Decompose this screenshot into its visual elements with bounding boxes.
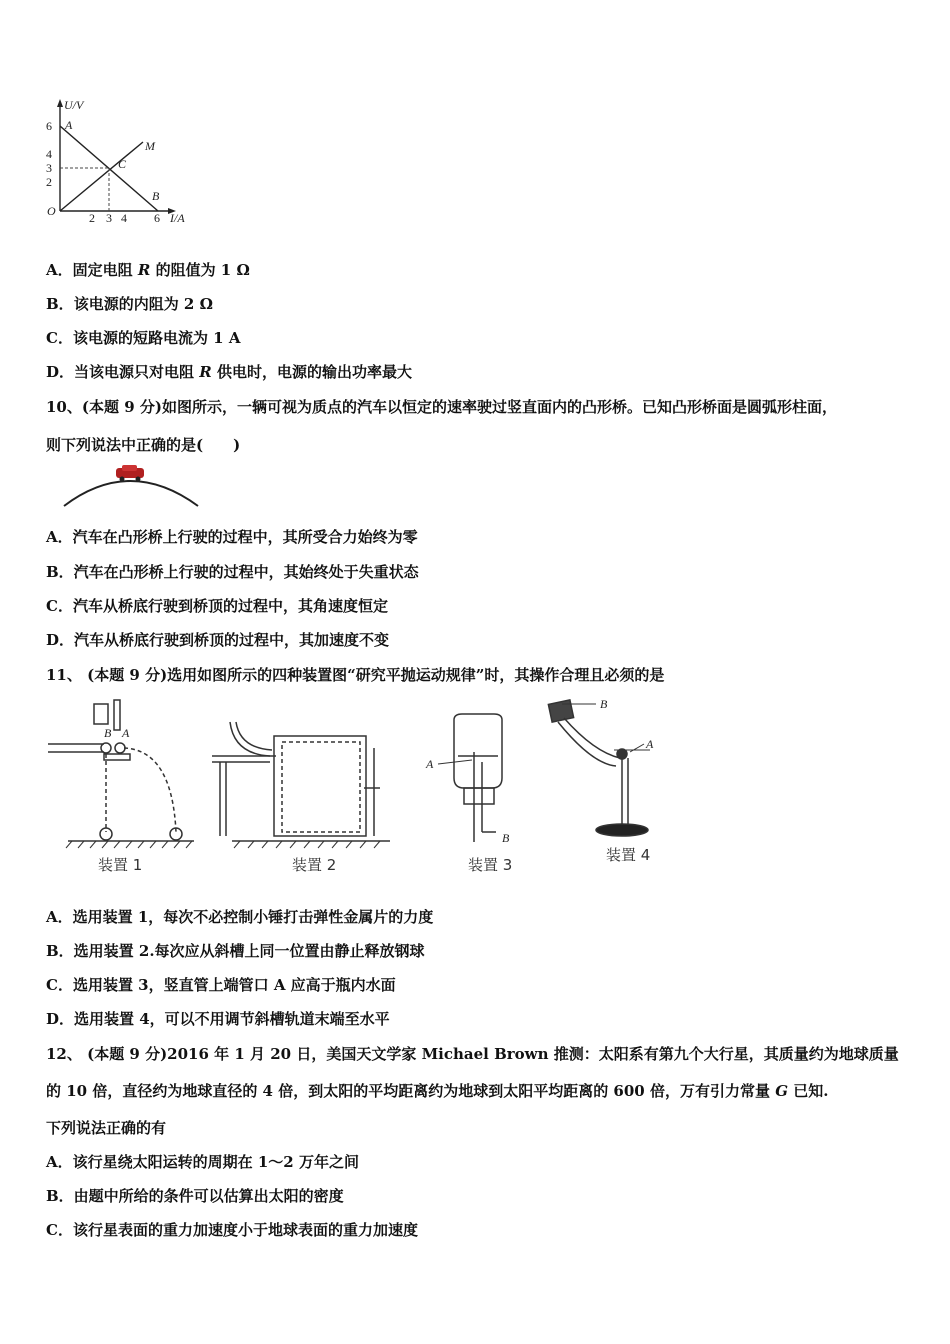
- q12-option-a: A．该行星绕太阳运转的周期在 1～2 万年之间: [46, 1153, 359, 1171]
- line-m-label: M: [145, 139, 155, 153]
- q10-stem-line2: 则下列说法中正确的是( ): [46, 436, 241, 454]
- q10-stem-line1: 10、(本题 9 分)如图所示，一辆可视为质点的汽车以恒定的速率驶过竖直面内的凸形桥。已知凸形桥面是圆弧形柱面，: [46, 398, 837, 416]
- q12-stem-line2: 的 10 倍，直径约为地球直径的 4 倍，到太阳的平均距离约为地球到太阳平均距离的 600 倍，万有引力常量 G 已知.: [46, 1082, 829, 1100]
- point-c-label: C: [118, 157, 127, 171]
- y-tick: 3: [46, 161, 52, 175]
- x-tick: 4: [121, 211, 127, 225]
- bridge-figure: [58, 462, 203, 510]
- q9-option-c: C．该电源的短路电流为 1 A: [46, 329, 241, 347]
- device-3: [438, 714, 502, 842]
- y-tick: 4: [46, 147, 52, 161]
- device-1-label-a: A: [122, 726, 130, 740]
- q12-stem-line3: 下列说法正确的有: [46, 1119, 167, 1137]
- y-axis-label: U/V: [64, 98, 84, 112]
- q11-stem: 11、 (本题 9 分)选用如图所示的四种装置图“研究平抛运动规律”时，其操作合理且必须的是: [46, 666, 665, 684]
- q9-option-b: B．该电源的内阻为 2 Ω: [46, 295, 213, 313]
- line-om: [60, 142, 143, 211]
- q9-option-d: D．当该电源只对电阻 R 供电时，电源的输出功率最大: [46, 363, 412, 381]
- q11-option-d: D．选用装置 4，可以不用调节斜槽轨道末端至水平: [46, 1010, 390, 1028]
- ui-graph: [40, 95, 200, 230]
- x-axis-label: I/A: [170, 211, 185, 225]
- x-tick: 2: [89, 211, 95, 225]
- x-tick: 6: [154, 211, 160, 225]
- y-tick: 2: [46, 175, 52, 189]
- q12-option-b: B．由题中所给的条件可以估算出太阳的密度: [46, 1187, 344, 1205]
- x-tick: 3: [106, 211, 112, 225]
- bridge-arc: [64, 481, 198, 506]
- caption-device-1: 装置 1: [98, 856, 143, 874]
- device-4-label-a: A: [646, 737, 654, 751]
- device-1-label-b: B: [104, 726, 112, 740]
- car-icon: [116, 465, 144, 482]
- caption-device-3: 装置 3: [468, 856, 513, 874]
- q10-option-c: C．汽车从桥底行驶到桥顶的过程中，其角速度恒定: [46, 597, 388, 615]
- apparatus-figure: [44, 692, 684, 884]
- point-a-label: A: [65, 118, 73, 132]
- q12-stem-line1: 12、 (本题 9 分)2016 年 1 月 20 日，美国天文学家 Michael Brown 推测：太阳系有第九个大行星，其质量约为地球质量: [46, 1045, 899, 1063]
- point-b-label: B: [152, 189, 160, 203]
- device-4: [548, 700, 650, 836]
- q9-option-a: A．固定电阻 R 的阻值为 1 Ω: [46, 261, 250, 279]
- origin-label: O: [47, 204, 56, 218]
- q11-option-a: A．选用装置 1，每次不必控制小锤打击弹性金属片的力度: [46, 908, 434, 926]
- device-4-label-b: B: [600, 697, 608, 711]
- q10-option-b: B．汽车在凸形桥上行驶的过程中，其始终处于失重状态: [46, 563, 419, 581]
- q12-option-c: C．该行星表面的重力加速度小于地球表面的重力加速度: [46, 1221, 418, 1239]
- q10-option-a: A．汽车在凸形桥上行驶的过程中，其所受合力始终为零: [46, 528, 418, 546]
- caption-device-4: 装置 4: [606, 846, 651, 864]
- caption-device-2: 装置 2: [292, 856, 337, 874]
- device-3-label-a: A: [426, 757, 434, 771]
- device-1: [48, 700, 194, 848]
- q10-option-d: D．汽车从桥底行驶到桥顶的过程中，其加速度不变: [46, 631, 390, 649]
- y-tick: 6: [46, 119, 52, 133]
- device-2: [212, 722, 390, 848]
- q11-option-b: B．选用装置 2.每次应从斜槽上同一位置由静止释放钢球: [46, 942, 425, 960]
- q11-option-c: C．选用装置 3，竖直管上端管口 A 应高于瓶内水面: [46, 976, 396, 994]
- device-3-label-b: B: [502, 831, 510, 845]
